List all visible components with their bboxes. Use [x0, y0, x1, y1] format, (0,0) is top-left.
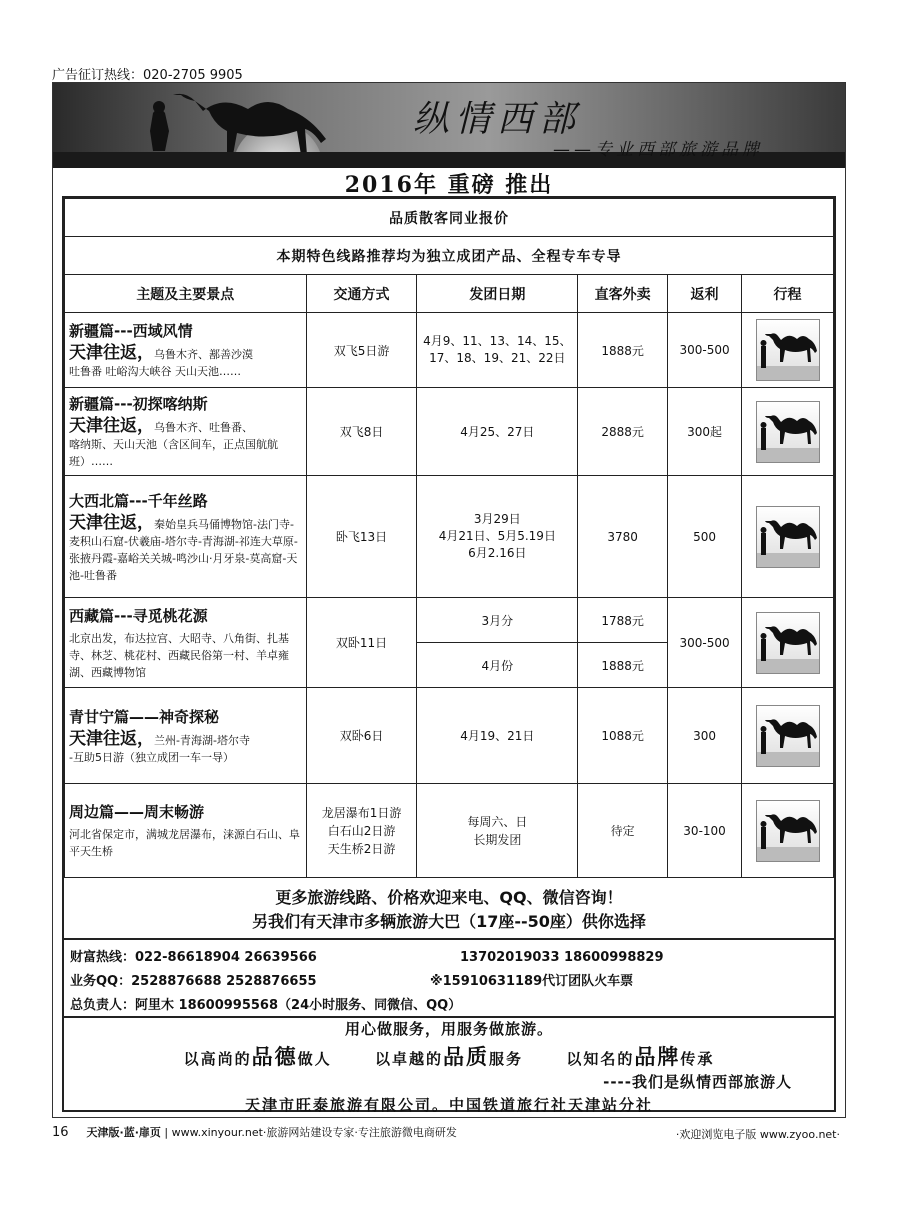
page-number: 16 [52, 1125, 69, 1140]
route-rebate: 300-500 [668, 313, 742, 388]
route-title: 青甘宁篇——神奇探秘 [69, 707, 220, 726]
route-lead-desc: 乌鲁木齐、鄯善沙漠 [154, 348, 253, 361]
route-title: 新疆篇---西域风情 [69, 322, 193, 340]
route-lead: 天津往返， [69, 512, 154, 533]
header-transport: 交通方式 [306, 275, 417, 313]
route-lead-desc: 秦始皇兵马俑博物馆 [154, 517, 253, 531]
route-lead: 天津往返， [69, 728, 154, 749]
route-dates: 4月25、27日 [417, 388, 578, 476]
motto-block [64, 1018, 834, 1115]
banner [53, 83, 845, 168]
motto-part: 传承 [680, 1050, 715, 1068]
route-desc: 喀纳斯、天山天池（含区间车，正点国航航班）…… [69, 438, 278, 468]
motto-emphasis: 品质 [443, 1045, 489, 1069]
table-header-row [65, 275, 834, 313]
route-price: 2888元 [578, 388, 668, 476]
route-desc: -互助5日游（独立成团一车一导） [69, 750, 234, 764]
route-lead-desc: 兰州-青海湖-塔尔寺 [154, 733, 250, 747]
motto-part: 服务 [489, 1050, 524, 1068]
brand-slogan: ——专业西部旅游品牌 [553, 140, 763, 160]
table-subcaption: 本期特色线路推荐均为独立成团产品、全程专车专导 [65, 237, 834, 275]
motto-part: 以知名的 [566, 1050, 635, 1068]
itinerary-camel-icon[interactable] [756, 612, 820, 674]
route-price: 待定 [578, 784, 668, 878]
route-title: 西藏篇---寻觅桃花源 [69, 606, 208, 625]
route-rebate: 300-500 [668, 598, 742, 688]
header-rebate: 返利 [668, 275, 742, 313]
train-ticket-service: ※15910631189代订团队火车票 [430, 974, 634, 989]
route-title: 大西北篇---千年丝路 [69, 491, 208, 510]
table-row [65, 388, 834, 476]
table-row [65, 688, 834, 784]
divider [64, 938, 834, 940]
motto-part: 做人 [297, 1050, 332, 1068]
footer-ebook[interactable]: ·欢迎浏览电子版 www.zyoo.net· [675, 1128, 840, 1141]
route-transport: 双卧11日 [306, 598, 417, 688]
route-price: 1088元 [578, 688, 668, 784]
route-transport: 双飞5日游 [306, 313, 417, 388]
route-dates: 4月19、21日 [417, 688, 578, 784]
route-transport: 双飞8日 [306, 388, 417, 476]
motto-line-3: ----我们是纵情西部旅游人 [603, 1073, 792, 1091]
contact-block [70, 946, 830, 1018]
table-caption: 品质散客同业报价 [65, 199, 834, 237]
itinerary-camel-icon[interactable] [756, 800, 820, 862]
route-rebate: 300起 [668, 388, 742, 476]
route-dates: 4月9、11、13、14、15、17、18、19、21、22日 [417, 313, 578, 388]
route-title: 周边篇——周末畅游 [69, 803, 205, 821]
hotline-phones: 财富热线：022-86618904 26639566 [70, 950, 317, 965]
motto-line-2 [64, 1041, 834, 1071]
route-dates: 3月29日 4月21日、5月5.19日 6月2.16日 [417, 476, 578, 598]
promo-line-2: 另我们有天津市多辆旅游大巴（17座--50座）供你选择 [252, 912, 646, 931]
header-price: 直客外卖 [578, 275, 668, 313]
motto-part: 以高尚的 [183, 1050, 252, 1068]
table-row [65, 476, 834, 598]
header-theme: 主题及主要景点 [65, 275, 307, 313]
route-price: 1888元 [578, 313, 668, 388]
business-qq: 业务QQ：2528876688 2528876655 [70, 974, 317, 989]
route-transport: 龙居瀑布1日游 白石山2日游 天生桥2日游 [306, 784, 417, 878]
header-itinerary: 行程 [742, 275, 834, 313]
page-headline: 2016年 重磅 推出 [344, 172, 554, 198]
table-row [65, 784, 834, 878]
motto-line-1: 用心做服务，用服务做旅游。 [344, 1020, 553, 1038]
edition-label: 天津版·蓝·扉页 [86, 1126, 161, 1139]
route-transport: 双卧6日 [306, 688, 417, 784]
route-price: 3780 [578, 476, 668, 598]
route-dates: 4月份 [417, 643, 578, 688]
route-price: 1888元 [578, 643, 668, 688]
route-desc: 北京出发，布达拉宫、大昭寺、八角街、扎基寺、林芝、桃花村、西藏民俗第一村、羊卓雍湖、西藏博物馆 [69, 631, 289, 679]
route-lead: 天津往返， [69, 343, 154, 363]
table-row [65, 313, 834, 388]
header-dates: 发团日期 [417, 275, 578, 313]
itinerary-camel-icon[interactable] [756, 319, 820, 381]
motto-emphasis: 品牌 [634, 1045, 681, 1069]
promo-line-1: 更多旅游线路、价格欢迎来电、QQ、微信咨询！ [275, 888, 623, 907]
company-names: 天津市旺泰旅游有限公司。中国铁道旅行社天津站分社 [244, 1096, 653, 1114]
route-title: 新疆篇---初探喀纳斯 [69, 395, 208, 413]
route-desc: -法门寺-麦积山石窟-伏羲庙-塔尔寺-青海湖-祁连大草原-张掖丹霞-嘉峪关关城-鸣沙山·月牙泉-莫高窟-天池-吐鲁番 [69, 517, 298, 582]
promo-block [64, 886, 834, 934]
route-desc: 河北省保定市，满城龙居瀑布，涞源白石山、阜平天生桥 [69, 828, 300, 858]
route-desc: 吐鲁番 吐峪沟大峡谷 天山天池…… [69, 365, 241, 378]
page-footer: 16 天津版·蓝·扉页 | www.xinyour.net·旅游网站建设专家·专注旅游微电商研发 ·欢迎浏览电子版 www.zyoo.net· [52, 1125, 840, 1141]
itinerary-camel-icon[interactable] [756, 506, 820, 568]
motto-part: 以卓越的 [374, 1050, 443, 1068]
manager-contact: 总负责人：阿里木 18600995568（24小时服务、同微信、QQ） [70, 998, 462, 1013]
route-transport: 卧飞13日 [306, 476, 417, 598]
itinerary-camel-icon[interactable] [756, 705, 820, 767]
price-table [64, 198, 834, 878]
motto-emphasis: 品德 [251, 1045, 298, 1069]
itinerary-camel-icon[interactable] [756, 401, 820, 463]
footer-site[interactable]: www.xinyour.net·旅游网站建设专家·专注旅游微电商研发 [171, 1126, 457, 1139]
ad-hotline: 广告征订热线：020-2705 9905 [52, 68, 243, 83]
route-rebate: 300 [668, 688, 742, 784]
route-lead: 天津往返， [69, 416, 154, 436]
route-rebate: 500 [668, 476, 742, 598]
brand-logo: 纵情西部 [413, 99, 582, 140]
route-dates: 3月分 [417, 598, 578, 643]
route-lead-desc: 乌鲁木齐、吐鲁番、 [154, 421, 253, 434]
route-price: 1788元 [578, 598, 668, 643]
hotline-mobiles: 13702019033 18600998829 [460, 950, 664, 965]
route-rebate: 30-100 [668, 784, 742, 878]
route-dates: 每周六、日 长期发团 [417, 784, 578, 878]
table-row [65, 598, 834, 643]
